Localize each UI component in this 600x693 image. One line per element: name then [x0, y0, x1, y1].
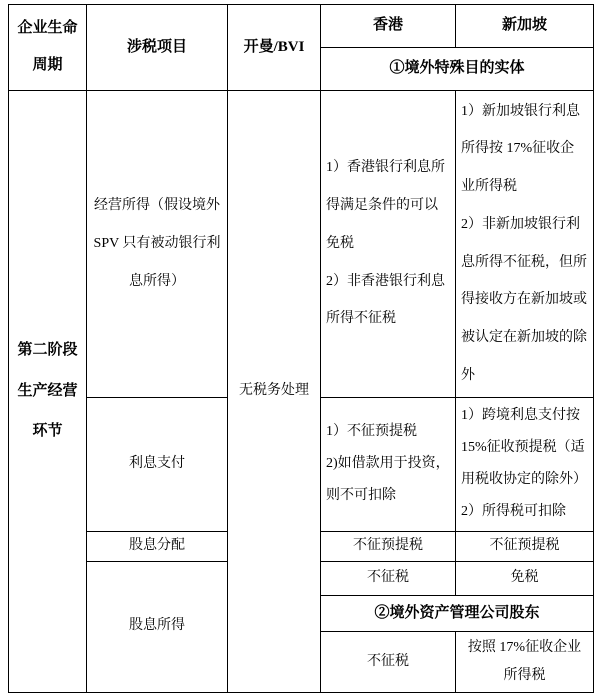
cell-operating-income-hk: [321, 90, 456, 397]
cell-interest-payment-hk: [321, 397, 456, 531]
list-item: 1）跨境利息支付按 15%征收预提税（适用税收协定的除外）: [461, 407, 587, 488]
cell-stage-label: 第二阶段生产经营环节: [9, 90, 87, 692]
cell-dividend-income-sg-final: 按照 17%征收企业所得税: [456, 631, 594, 692]
list-item: 2）非新加坡银行利息所得不征税，但所得接收方在新加坡或被认定在新加坡的除外: [461, 216, 587, 384]
cell-dividend-distribution-hk: 不征预提税: [321, 531, 456, 561]
cell-dividend-income-hk-untaxed: 不征税: [321, 561, 456, 595]
list-item: 1）新加坡银行利息所得按 17%征收企业所得税: [461, 103, 580, 195]
cell-manager-group-header: ②境外资产管理公司股东: [321, 595, 594, 631]
cell-dividend-distribution-label: 股息分配: [87, 531, 228, 561]
list-item: 2)如借款用于投资，则不可扣除: [326, 456, 450, 504]
cell-dividend-income-label: 股息所得: [87, 561, 228, 692]
list-item: 2）所得税可扣除: [461, 504, 566, 520]
cell-cayman-treatment: 无税务处理: [228, 90, 321, 692]
header-cell-singapore: 新加坡: [456, 5, 594, 48]
tax-comparison-table: [8, 4, 594, 693]
cell-interest-payment-sg: [456, 397, 594, 531]
cell-dividend-income-sg-exempt: 免税: [456, 561, 594, 595]
cell-interest-payment-label: 利息支付: [87, 397, 228, 531]
cell-dividend-distribution-sg: 不征预提税: [456, 531, 594, 561]
header-cell-spv-group: ①境外特殊目的实体: [321, 48, 594, 91]
cell-operating-income-label: 经营所得（假设境外 SPV 只有被动银行利息所得）: [87, 90, 228, 397]
list-item: 2）非香港银行利息所得不征税: [326, 273, 445, 327]
cell-operating-income-sg: [456, 90, 594, 397]
list-item: 1）香港银行利息所得满足条件的可以免税: [326, 160, 445, 251]
header-cell-lifecycle: 企业生命周期: [9, 5, 87, 91]
header-cell-tax-item: 涉税项目: [87, 5, 228, 91]
list-item: 1）不征预提税: [326, 423, 417, 439]
header-cell-hong-kong: 香港: [321, 5, 456, 48]
cell-dividend-income-hk-final: 不征税: [321, 631, 456, 692]
header-cell-cayman-bvi: 开曼/BVI: [228, 5, 321, 91]
